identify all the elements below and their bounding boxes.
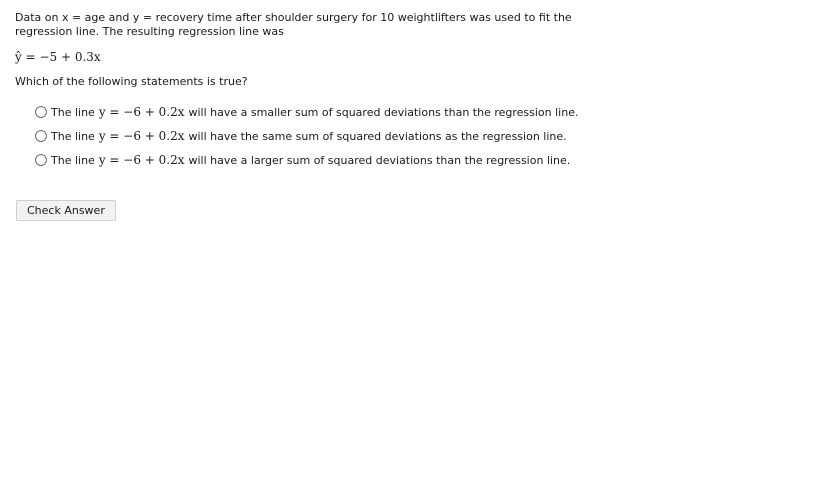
option-prefix: The line — [51, 105, 95, 119]
option-suffix: will have the same sum of squared deviations as the regression line. — [188, 129, 567, 143]
regression-equation: ŷ = −5 + 0.3x — [15, 50, 101, 64]
answer-option-same[interactable] — [35, 124, 805, 148]
problem-prompt: Data on x = age and y = recovery time after shoulder surgery for 10 weightlifters was used to fit the regression line. The resulting regression line was — [15, 11, 572, 38]
option-suffix: will have a smaller sum of squared deviations than the regression line. — [188, 105, 579, 119]
radio-button[interactable] — [35, 106, 47, 118]
option-equation: y = −6 + 0.2x — [98, 105, 185, 119]
radio-button[interactable] — [35, 130, 47, 142]
answer-option-larger[interactable] — [35, 148, 805, 172]
option-equation: y = −6 + 0.2x — [98, 153, 185, 167]
option-equation: y = −6 + 0.2x — [98, 129, 185, 143]
answer-options — [35, 100, 805, 172]
radio-button[interactable] — [35, 154, 47, 166]
option-prefix: The line — [51, 129, 95, 143]
problem-container — [15, 11, 805, 172]
option-prefix: The line — [51, 153, 95, 167]
check-answer-button[interactable]: Check Answer — [16, 200, 116, 221]
option-suffix: will have a larger sum of squared deviations than the regression line. — [188, 153, 571, 167]
answer-option-smaller[interactable] — [35, 100, 805, 124]
question-text: Which of the following statements is true? — [15, 75, 248, 88]
